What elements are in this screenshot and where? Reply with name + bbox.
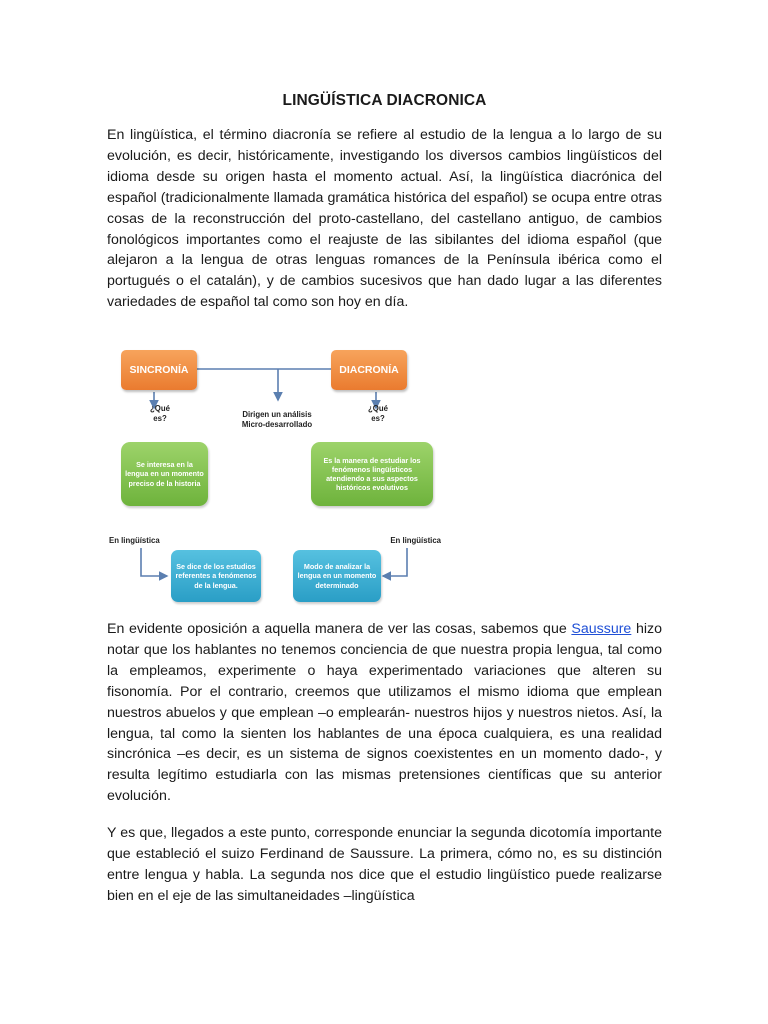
que-es-right-label: ¿Qué es? <box>368 404 388 423</box>
diacronia-box: DIACRONÍA <box>331 350 407 390</box>
green-box-right: Es la manera de estudiar los fenómenos lingüísticos atendiendo a sus aspectos históricos evolutivos <box>311 442 433 506</box>
green-box-left: Se interesa en la lengua en un momento preciso de la historia <box>121 442 208 506</box>
paragraph-intro: En lingüística, el término diacronía se refiere al estudio de la lengua a lo largo de su evolución, es decir, históricamente, investigando los diversos cambios lingüísticos del idioma desde su origen hasta el momento actual. Así, la lingüística diacrónica del español (tradicionalmente llamada gramática histórica del español) se ocupa entre otras cosas de la reconstrucción del proto-castellano, del castellano antiguo, de cambios fonológicos importantes como el reajuste de las sibilantes del idioma español (que alejaron a la lengua de otras lenguas romances de la Península ibérica como el portugués o el catalán), y de cambios sucesivos que han dado lugar a las diferentes variedades de español tal como son hoy en día. <box>107 127 662 311</box>
left-elbow-arrow <box>141 548 167 576</box>
right-elbow-arrow <box>383 548 407 576</box>
blue-box-right: Modo de analizar la lengua en un momento determinado <box>293 550 381 602</box>
blue-box-left: Se dice de los estudios referentes a fenómenos de la lengua. <box>171 550 261 602</box>
paragraph-dicotomia: Y es que, llegados a este punto, corresponde enunciar la segunda dicotomía importante que estableció el suizo Ferdinand de Saussure. La primera, cómo no, es su distinción entre lengua y habla. La segunda nos dice que el estudio lingüístico puede realizarse bien en el eje de las simultaneidades –lingüística <box>107 825 662 904</box>
que-es-left-label: ¿Qué es? <box>150 404 170 423</box>
center-label <box>225 410 329 430</box>
sincronia-diacronia-diagram <box>107 346 443 606</box>
paragraph-saussure <box>107 619 662 807</box>
en-linguistica-right-label: En lingüística <box>390 536 441 545</box>
sincronia-box: SINCRONÍA <box>121 350 197 390</box>
saussure-link[interactable]: Saussure <box>571 621 632 637</box>
center-label-line1: Dirigen un análisis <box>242 410 312 419</box>
paragraph2-text-after: hizo notar que los hablantes no tenemos conciencia de que nuestra propia lengua, tal como la empleamos, experimente o haya experimentado variaciones que alteren su fisonomía. Por el contrario, creemos que utilizamos el mismo idioma que emplean nuestros abuelos y que emplean –o emplearán- nuestros hijos y nuestros nietos. Así, la lengua, tal como la sienten los hablantes de una época cualquiera, es una realidad sincrónica –es decir, es un sistema de signos coexistentes en un momento dado-, y resulta legítimo estudiarla con las mismas pretensiones científicas que su anterior evolución. <box>107 621 663 805</box>
document-title: LINGÜÍSTICA DIACRONICA <box>282 92 487 109</box>
en-linguistica-left-label: En lingüística <box>109 536 160 545</box>
center-label-line2: Micro-desarrollado <box>241 420 313 429</box>
paragraph2-text-before: En evidente oposición a aquella manera de ver las cosas, sabemos que <box>107 621 572 637</box>
